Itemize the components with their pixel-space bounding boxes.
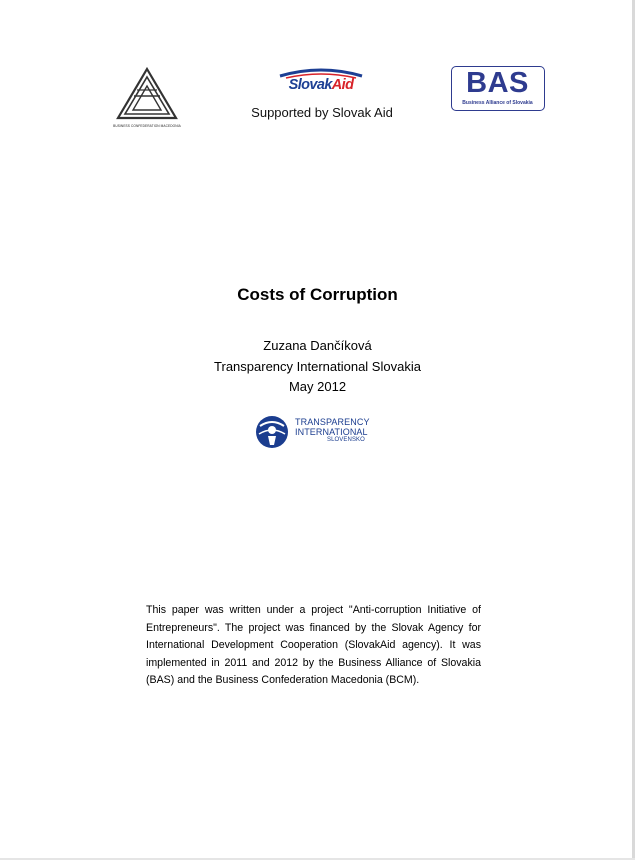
author-name: Zuzana Dančíková [263, 338, 372, 353]
bcm-triangle-icon [112, 66, 182, 124]
slovak-aid-word-aid: Aid [331, 77, 354, 93]
bcm-caption: BUSINESS CONFEDERATION MACEDONIA [113, 124, 181, 128]
author-organization: Transparency International Slovakia [214, 359, 421, 374]
bas-logo [451, 66, 545, 111]
slovak-aid-logo [272, 68, 370, 102]
transparency-international-logo [254, 414, 374, 450]
bas-full-name: Business Alliance of Slovakia [462, 100, 533, 106]
ti-line-slovensko: SLOVENSKO [327, 437, 365, 443]
document-title: Costs of Corruption [237, 285, 398, 304]
ti-line-transparency: TRANSPARENCY [295, 417, 370, 427]
project-note-paragraph: This paper was written under a project "Anti-corruption Initiative of Entrepreneurs". The project was financed by the Slovak Agency for International Development Cooperation (SlovakAid agency). It was implemented in 2011 and 2012 by the Business Alliance of Slovakia (BAS) and the Business Confederation Macedonia (BCM). [146, 604, 481, 686]
transparency-globe-icon [254, 414, 292, 450]
slovak-aid-wordmark [272, 77, 370, 93]
supported-by-text: Supported by Slovak Aid [251, 105, 393, 120]
slovak-aid-word-slovak: Slovak [288, 77, 332, 93]
publication-date: May 2012 [288, 379, 347, 394]
bas-acronym: BAS [466, 67, 529, 99]
ti-line-international: INTERNATIONAL [295, 427, 368, 437]
bcm-logo [112, 66, 182, 132]
